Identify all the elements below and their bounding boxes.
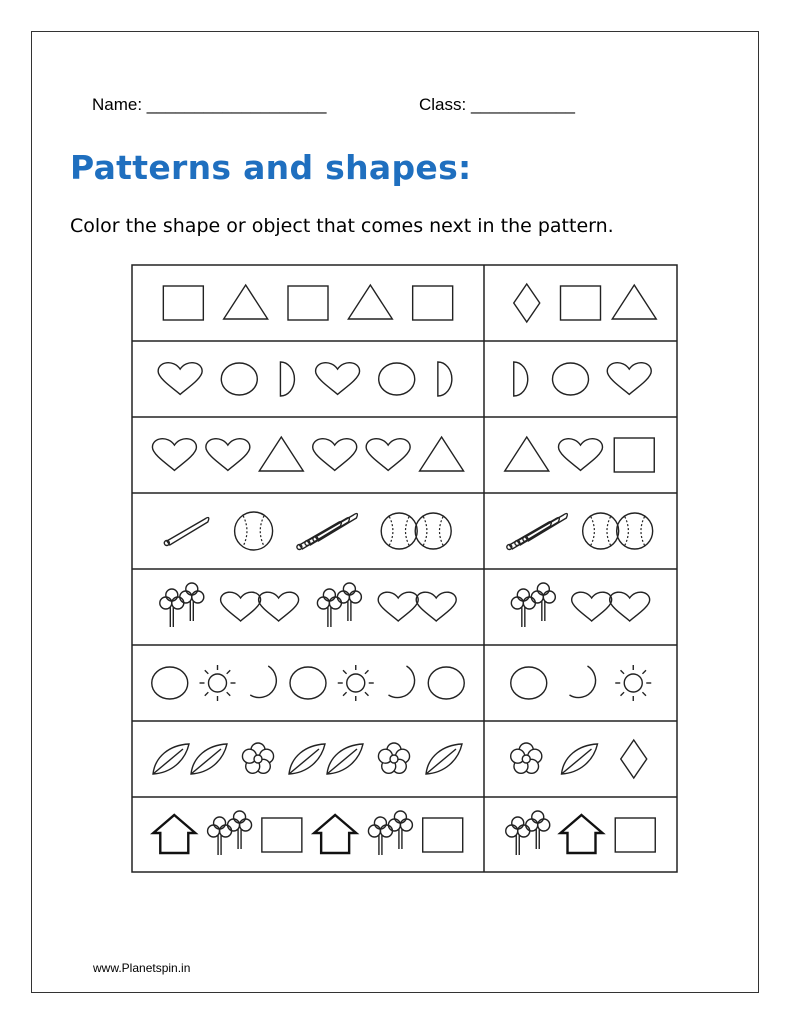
answer-options: [511, 740, 647, 778]
pattern-sequence: [152, 437, 463, 471]
leaves-icon[interactable]: [153, 744, 227, 774]
heart-icon[interactable]: [313, 439, 357, 471]
square-icon[interactable]: [423, 818, 463, 852]
pattern-row: [164, 512, 652, 550]
heart-icon[interactable]: [316, 363, 360, 395]
pattern-sequence: [160, 583, 456, 627]
answer-options: [514, 362, 652, 396]
pattern-sequence: [152, 665, 465, 701]
house-icon[interactable]: [314, 815, 356, 853]
instruction-text: Color the shape or object that comes next in the pattern.: [70, 215, 614, 237]
heart-icon[interactable]: [158, 363, 202, 395]
pattern-row: [152, 437, 654, 472]
trees-icon[interactable]: [208, 811, 252, 855]
flower-icon[interactable]: [378, 743, 409, 773]
square-icon[interactable]: [163, 286, 203, 320]
trees-icon[interactable]: [368, 811, 412, 855]
pattern-sequence: [163, 285, 452, 320]
bat-icon[interactable]: [164, 518, 209, 546]
pattern-sequence: [153, 811, 462, 855]
moon-icon[interactable]: [250, 666, 276, 698]
triangle-icon[interactable]: [612, 285, 656, 319]
diamond-icon[interactable]: [514, 284, 540, 322]
bats-icon[interactable]: [507, 514, 567, 550]
pattern-row: [153, 740, 647, 778]
house-icon[interactable]: [153, 815, 195, 853]
heart-icon[interactable]: [152, 439, 196, 471]
square-icon[interactable]: [413, 286, 453, 320]
pattern-sequence: [158, 362, 452, 396]
sun-icon[interactable]: [200, 665, 236, 701]
triangle-icon[interactable]: [505, 437, 549, 471]
circle-icon[interactable]: [553, 363, 589, 395]
hearts-icon[interactable]: [378, 592, 456, 621]
pattern-row: [163, 284, 656, 322]
trees-icon[interactable]: [160, 583, 204, 627]
answer-options: [507, 513, 653, 550]
class-field: Class: ___________: [419, 95, 575, 114]
square-icon[interactable]: [288, 286, 328, 320]
answer-options: [506, 811, 656, 855]
half-circle-icon[interactable]: [280, 362, 294, 396]
triangle-icon[interactable]: [259, 437, 303, 471]
pattern-row: [152, 665, 652, 701]
baseballs-icon[interactable]: [583, 513, 653, 549]
leaves-icon[interactable]: [289, 744, 363, 774]
pattern-sequence: [164, 512, 451, 550]
baseballs-icon[interactable]: [381, 513, 451, 549]
triangle-icon[interactable]: [348, 285, 392, 319]
answer-options: [511, 665, 652, 701]
answer-options: [514, 284, 657, 322]
trees-icon[interactable]: [511, 583, 555, 627]
page-title: Patterns and shapes:: [70, 148, 472, 187]
circle-icon[interactable]: [511, 667, 547, 699]
sun-icon[interactable]: [615, 665, 651, 701]
leaf-icon[interactable]: [426, 744, 462, 774]
half-circle-icon[interactable]: [438, 362, 452, 396]
half-circle-icon[interactable]: [514, 362, 528, 396]
square-icon[interactable]: [615, 818, 655, 852]
moon-icon[interactable]: [389, 666, 415, 698]
trees-icon[interactable]: [317, 583, 361, 627]
answer-options: [511, 583, 649, 627]
trees-icon[interactable]: [506, 811, 550, 855]
pattern-sequence: [153, 743, 462, 774]
heart-icon[interactable]: [366, 439, 410, 471]
flower-icon[interactable]: [511, 743, 542, 773]
circle-icon[interactable]: [221, 363, 257, 395]
circle-icon[interactable]: [152, 667, 188, 699]
square-icon[interactable]: [262, 818, 302, 852]
bats-icon[interactable]: [297, 514, 358, 550]
pattern-row: [158, 362, 651, 396]
square-icon[interactable]: [561, 286, 601, 320]
circle-icon[interactable]: [428, 667, 464, 699]
name-field: Name: ___________________: [92, 95, 327, 114]
answer-options: [505, 437, 655, 472]
diamond-icon[interactable]: [621, 740, 647, 778]
triangle-icon[interactable]: [224, 285, 268, 319]
heart-icon[interactable]: [607, 363, 651, 395]
circle-icon[interactable]: [290, 667, 326, 699]
heart-icon[interactable]: [206, 439, 250, 471]
circle-icon[interactable]: [379, 363, 415, 395]
flower-icon[interactable]: [242, 743, 273, 773]
footer-url: www.Planetspin.in: [93, 961, 191, 975]
heart-icon[interactable]: [559, 439, 603, 471]
pattern-row: [160, 583, 650, 627]
hearts-icon[interactable]: [221, 592, 299, 621]
house-icon[interactable]: [561, 815, 603, 853]
pattern-row: [153, 811, 655, 855]
triangle-icon[interactable]: [420, 437, 464, 471]
hearts-icon[interactable]: [572, 592, 650, 621]
moon-icon[interactable]: [570, 666, 596, 698]
sun-icon[interactable]: [338, 665, 374, 701]
leaf-icon[interactable]: [562, 744, 598, 774]
square-icon[interactable]: [614, 438, 654, 472]
baseball-icon[interactable]: [235, 512, 273, 550]
